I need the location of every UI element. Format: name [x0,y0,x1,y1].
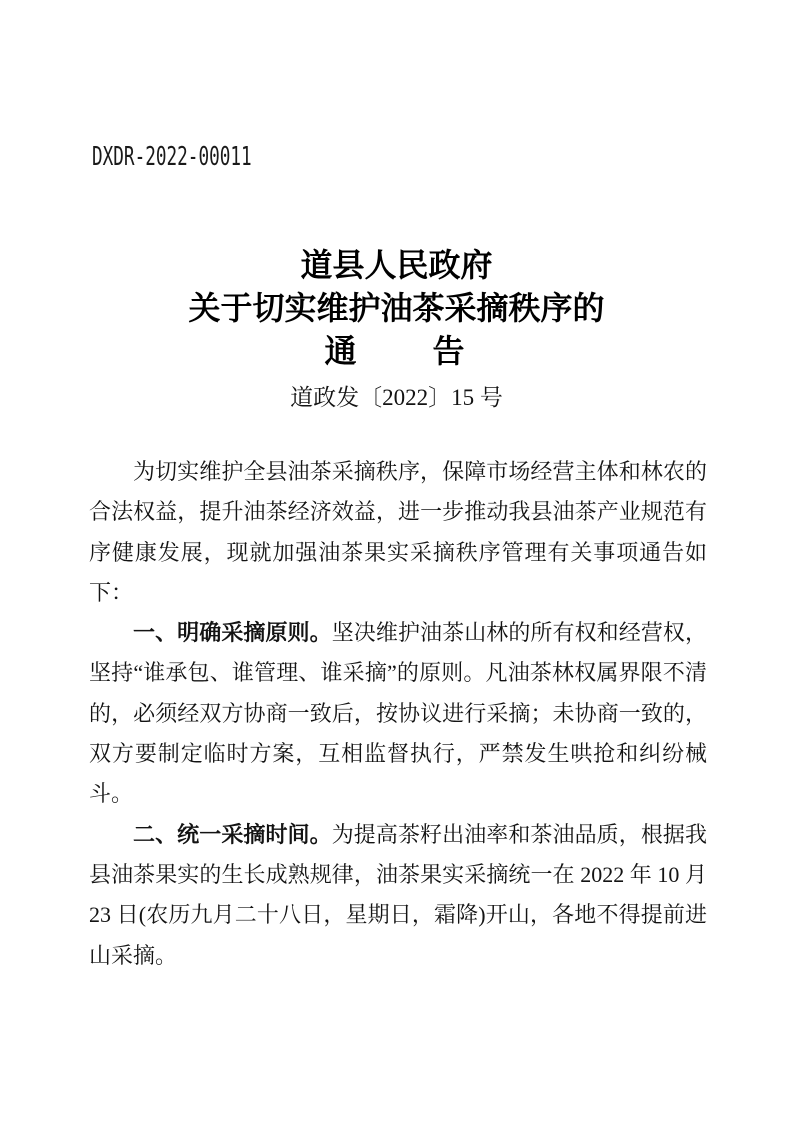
paragraph-principle [89,613,707,814]
title-notice: 通 告 [324,333,469,369]
paragraph-schedule-text: 为提高茶籽出油率和茶油品质，根据我县油茶果实的生长成熟规律，油茶果实采摘统一在 2022 年 10 月 23 日(农历九月二十八日，星期日，霜降)开山，各地不得提前进山采摘。 [89,821,707,968]
paragraph-intro [89,452,707,613]
title-subject: 关于切实维护油茶采摘秩序的 [188,290,605,326]
title-block [0,244,793,373]
paragraph-schedule [89,815,707,976]
paragraph-intro-text: 为切实维护全县油茶采摘秩序，保障市场经营主体和林农的合法权益，提升油茶经济效益，进一步推动我县油茶产业规范有序健康发展，现就加强油茶果实采摘秩序管理有关事项通告如下： [89,459,707,605]
paragraph-principle-lead: 一、明确采摘原则。 [133,620,332,646]
doc-code: DXDR-2022-00011 [92,142,252,172]
paragraph-schedule-lead: 二、统一采摘时间。 [133,821,332,847]
document-body [89,452,707,976]
title-org: 道县人民政府 [300,247,493,283]
paragraph-principle-text: 坚决维护油茶山林的所有权和经营权，坚持“谁承包、谁管理、谁采摘”的原则。凡油茶林权属界限不清的，必须经双方协商一致后，按协议进行采摘；未协商一致的，双方要制定临时方案，互相监督执行，严禁发生哄抢和纠纷械斗。 [89,620,707,807]
doc-number: 道政发〔2022〕15 号 [290,385,503,410]
